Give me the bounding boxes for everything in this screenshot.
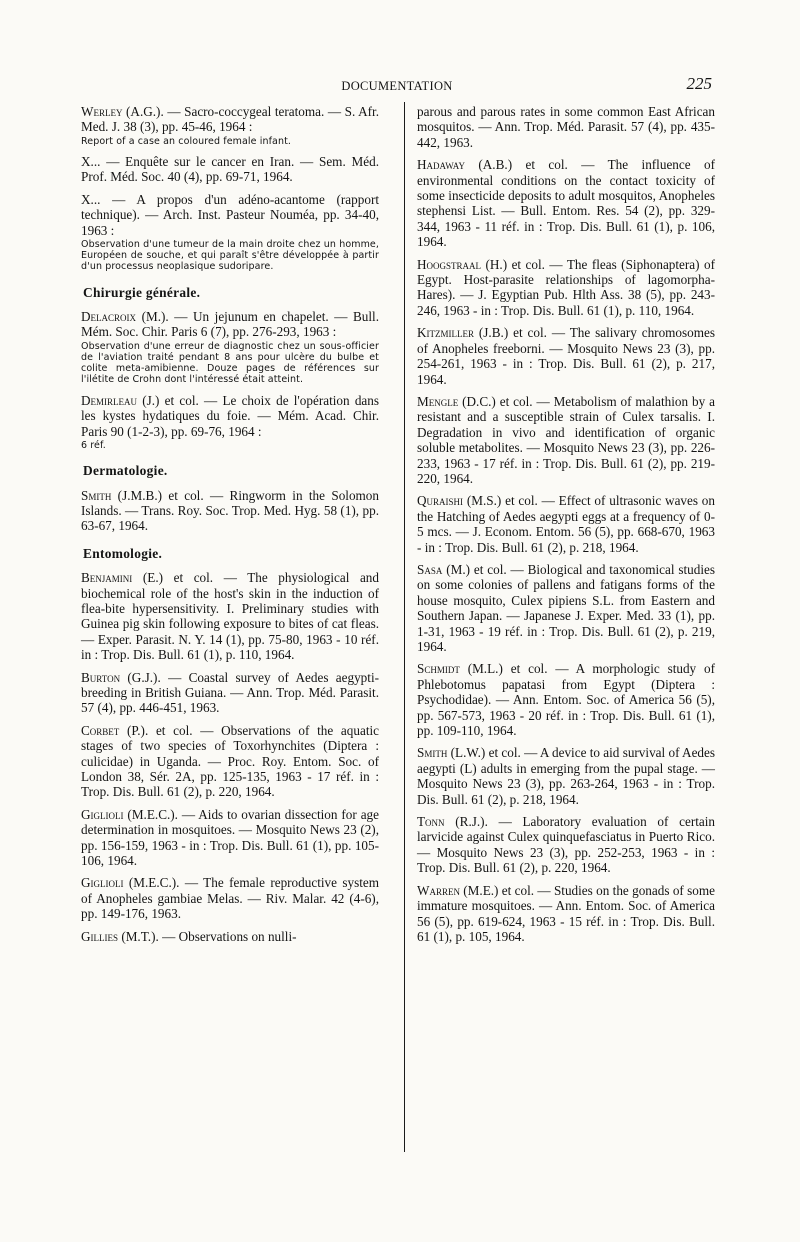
page-number: 225 xyxy=(686,74,712,93)
entry-author: X... xyxy=(81,191,101,207)
entry-citation xyxy=(417,493,715,555)
entry-text: et col. — A morphologic study of Phlebotomus papatasi from Egypt (Diptera : Psychodidae). — Ann. Entom. Soc. of America 56 (5), pp. 567-573, 1963 - 20 réf. in : Trop. Dis. Bull. 61 (1), pp. 109-110, 1964. xyxy=(417,661,715,739)
entry-citation xyxy=(81,807,379,869)
entry-author: Gillies (M.T.). xyxy=(81,928,159,944)
bibliography-entry xyxy=(417,325,715,387)
bibliography-entry xyxy=(417,814,715,876)
entry-citation xyxy=(81,570,379,662)
bibliography-entry xyxy=(81,929,379,944)
entry-author: Smith (J.M.B.) xyxy=(81,487,163,503)
entry-text: et col. — Metabolism of malathion by a resistant and a susceptible strain of Culex tarsalis. I. Degradation in vivo and identification of organic soluble metabolites. — Mosquito News 23 (3), pp. 226-233, 1963 - 17 réf. in : Trop. Dis. Bull. 61 (2), pp. 219-220, 1964. xyxy=(417,393,715,486)
entry-text: parous and parous rates in some common East African mosquitos. — Ann. Trop. Méd. Parasit. 57 (4), pp. 435-442, 1963. xyxy=(417,104,715,150)
entry-text: et col. — Effect of ultrasonic waves on the Hatching of Aedes aegypti eggs at a frequency of 0-5 mcs. — J. Econom. Entom. 56 (5), pp. 668-670, 1963 - in : Trop. Dis. Bull. 61 (2), p. 218, 1964. xyxy=(417,493,715,555)
entry-author: Mengle (D.C.) xyxy=(417,393,496,409)
entry-citation xyxy=(417,814,715,876)
bibliography-entry xyxy=(81,393,379,451)
entry-citation xyxy=(81,393,379,439)
section-heading: Entomologie. xyxy=(83,545,163,561)
entry-citation xyxy=(81,670,379,716)
entry-author: Werley (A.G.). xyxy=(81,104,164,119)
entry-text: et col. — The influence of environmental conditions on the contact toxicity of some insecticide deposits to adult mosquitos, Anopheles stephensi List. — Bull. Entom. Res. 54 (2), pp. 329-344, 1963 - 11 réf. in : Trop. Dis. Bull. 61 (1), p. 106, 1964. xyxy=(417,157,715,250)
entry-author: Tonn (R.J.). xyxy=(417,814,488,830)
bibliography-entry xyxy=(81,154,379,185)
entry-text: — Observations on nulli- xyxy=(158,928,297,944)
entry-author: Giglioli (M.E.C.). xyxy=(81,806,178,822)
entry-text: et col. — Biological and taxonomical studies on some colonies of pallens and fatigans forms of the house mosquito, Culex pipiens S.L. from Eastern and Southern Japan. — Japanese J. Exper. Med. 33 (1), pp. 1-31, 1963 - 19 réf. in : Trop. Dis. Bull. 61 (2), p. 219, 1964. xyxy=(417,561,715,654)
entry-author: Kitzmiller (J.B.) xyxy=(417,325,509,341)
bibliography-entry xyxy=(417,257,715,319)
entry-citation xyxy=(81,192,379,238)
entry-text: — Sacro-coccygeal teratoma. — S. Afr. Med. J. 38 (3), pp. 45-46, 1964 : xyxy=(81,104,379,135)
bibliography-entry xyxy=(81,192,379,273)
entry-text: — Un jejunum en chapelet. — Bull. Mém. Soc. Chir. Paris 6 (7), pp. 276-293, 1963 : xyxy=(81,309,379,340)
entry-citation xyxy=(417,562,715,654)
bibliography-entry xyxy=(417,157,715,249)
entry-author: Corbet (P.). xyxy=(81,722,149,738)
entry-citation xyxy=(417,661,715,738)
entry-citation xyxy=(417,325,715,387)
entry-citation xyxy=(417,104,715,150)
entry-text: et col. — The physiological and biochemical role of the host's skin in the induction of flea-bite hypersensitivity. I. Preliminary studies with Guinea pig skin following exposure to bites of cat fleas. — Exper. Parasit. N. Y. 14 (1), pp. 75-80, 1963 - 10 réf. in : Trop. Dis. Bull. 61 (1), p. 110, 1964. xyxy=(81,570,379,663)
bibliography-entry xyxy=(81,309,379,386)
entry-text: — Aids to ovarian dissection for age determination in mosquitoes. — Mosquito News 23 (2), pp. 156-159, 1963 - in : Trop. Dis. Bull. 61 (1), pp. 105-106, 1964. xyxy=(81,806,379,869)
bibliography-entry xyxy=(81,807,379,869)
entry-text: — Coastal survey of Aedes aegypti-breeding in British Guiana. — Ann. Trop. Méd. Parasit. 57 (4), pp. 446-451, 1963. xyxy=(81,669,380,716)
entry-text: — A propos d'un adéno-acantome (rapport technique). — Arch. Inst. Pasteur Nouméa, pp. 34-40, 1963 : xyxy=(81,191,379,238)
page-header xyxy=(82,76,712,98)
entry-text: et col. — Ringworm in the Solomon Islands. — Trans. Roy. Soc. Trop. Med. Hyg. 58 (1), pp. 63-67, 1964. xyxy=(81,487,379,534)
entry-citation xyxy=(417,745,715,807)
entry-text: et col. — Observations of the aquatic stages of two species of Toxorhynchites (Diptera : culicidae) in Uganda. — Proc. Roy. Entom. Soc. of London 38, Sér. 2A, pp. 125-135, 1963 - 17 réf. in : Trop. Dis. Bull. 61 (2), p. 220, 1964. xyxy=(81,722,380,800)
entry-note: 6 réf. xyxy=(81,439,106,451)
entry-text: et col. — The fleas (Siphonaptera) of Egypt. Host-parasite relationships of lagomorpha-Hares). — J. Egyptian Pub. Hlth Ass. 38 (5), pp. 243-246, 1963 - in : Trop. Dis. Bull. 61 (1), p. 110, 1964. xyxy=(417,256,715,318)
entry-note: Observation d'une tumeur de la main droite chez un homme, Européen de souche, et qui paraît s'être développée à partir d'un processus neoplasique sudoripare. xyxy=(81,239,379,273)
bibliography-entry xyxy=(81,670,379,716)
section-heading: Dermatologie. xyxy=(83,463,168,479)
bibliography-entry xyxy=(417,493,715,555)
entry-citation xyxy=(81,154,379,185)
entry-text: — The female reproductive system of Anopheles gambiae Melas. — Riv. Malar. 42 (4-6), pp. 149-176, 1963. xyxy=(81,875,379,922)
column-divider xyxy=(404,102,405,1152)
entry-author: Quraishi (M.S.) xyxy=(417,493,502,509)
bibliography-entry xyxy=(81,723,379,800)
bibliography-entry xyxy=(417,562,715,654)
right-column xyxy=(417,104,715,951)
entry-author: Smith (L.W.) xyxy=(417,745,486,761)
entry-citation xyxy=(81,309,379,340)
entry-author: Benjamini (E.) xyxy=(81,570,164,586)
entry-citation xyxy=(417,883,715,945)
entry-author: Demirleau (J.) xyxy=(81,392,160,408)
entry-author: Delacroix (M.). xyxy=(81,309,169,325)
bibliography-entry xyxy=(81,104,379,147)
bibliography-entry xyxy=(417,883,715,945)
entry-author: Burton (G.J.). xyxy=(81,669,161,685)
entry-text: — Laboratory evaluation of certain larvicide against Culex quinquefasciatus in Puerto Rico. — Mosquito News 23 (3), pp. 252-253, 1963 - in : Trop. Dis. Bull. 61 (2), p. 220, 1964. xyxy=(417,814,715,876)
entry-author: Schmidt (M.L.) xyxy=(417,661,503,677)
left-column xyxy=(81,104,379,951)
entry-citation xyxy=(81,488,379,534)
entry-text: et col. — The salivary chromosomes of Anopheles freeborni. — Mosquito News 23 (3), pp. 254-261, 1963 - in : Trop. Dis. Bull. 61 (2), p. 217, 1964. xyxy=(417,325,715,387)
entry-citation xyxy=(81,723,379,800)
bibliography-entry xyxy=(81,488,379,534)
entry-author: Hadaway (A.B.) xyxy=(417,157,513,173)
bibliography-entry xyxy=(81,875,379,921)
section-heading: Chirurgie générale. xyxy=(83,284,201,300)
bibliography-entry xyxy=(417,104,715,150)
entry-text: et col. — A device to aid survival of Aedes aegypti (L) adults in emerging from the pupal stage. — Mosquito News 23 (3), pp. 263-264, 1963 - in : Trop. Dis. Bull. 61 (2), p. 218, 1964. xyxy=(417,745,715,807)
entry-author: Sasa (M.) xyxy=(417,561,471,577)
running-head: DOCUMENTATION xyxy=(341,79,453,93)
bibliography-entry xyxy=(417,394,715,486)
entry-text: — Enquête sur le cancer en Iran. — Sem. Méd. Prof. Méd. Soc. 40 (4), pp. 69-71, 1964. xyxy=(81,154,379,185)
entry-citation xyxy=(417,257,715,319)
entry-citation xyxy=(81,875,379,921)
entry-citation xyxy=(417,157,715,249)
entry-author: Warren (M.E.) xyxy=(417,882,499,898)
entry-citation xyxy=(81,104,379,135)
entry-note: Report of a case an coloured female infant. xyxy=(81,135,292,147)
bibliography-entry xyxy=(417,661,715,738)
entry-citation xyxy=(81,929,379,944)
entry-author: Giglioli (M.E.C.). xyxy=(81,875,180,891)
entry-citation xyxy=(417,394,715,486)
bibliography-entry xyxy=(81,570,379,662)
entry-author: X... xyxy=(81,154,101,170)
entry-author: Hoogstraal (H.) xyxy=(417,256,508,272)
entry-text: et col. — Le choix de l'opération dans les kystes hydatiques du foie. — Mém. Acad. Chir. Paris 90 (1-2-3), pp. 69-76, 1964 : xyxy=(81,392,379,439)
bibliography-entry xyxy=(417,745,715,807)
entry-note: Observation d'une erreur de diagnostic chez un sous-officier de l'aviation traité pendant 8 ans pour ulcère du bulbe et colite meta-amibienne. Douze pages de références sur l'ilétite de Crohn dont l'intéressé était atteint. xyxy=(81,340,379,386)
entry-text: et col. — Studies on the gonads of some immature mosquitoes. — Ann. Entom. Soc. of America 56 (5), pp. 619-624, 1963 - 15 réf. in : Trop. Dis. Bull. 61 (1), p. 105, 1964. xyxy=(417,882,715,944)
